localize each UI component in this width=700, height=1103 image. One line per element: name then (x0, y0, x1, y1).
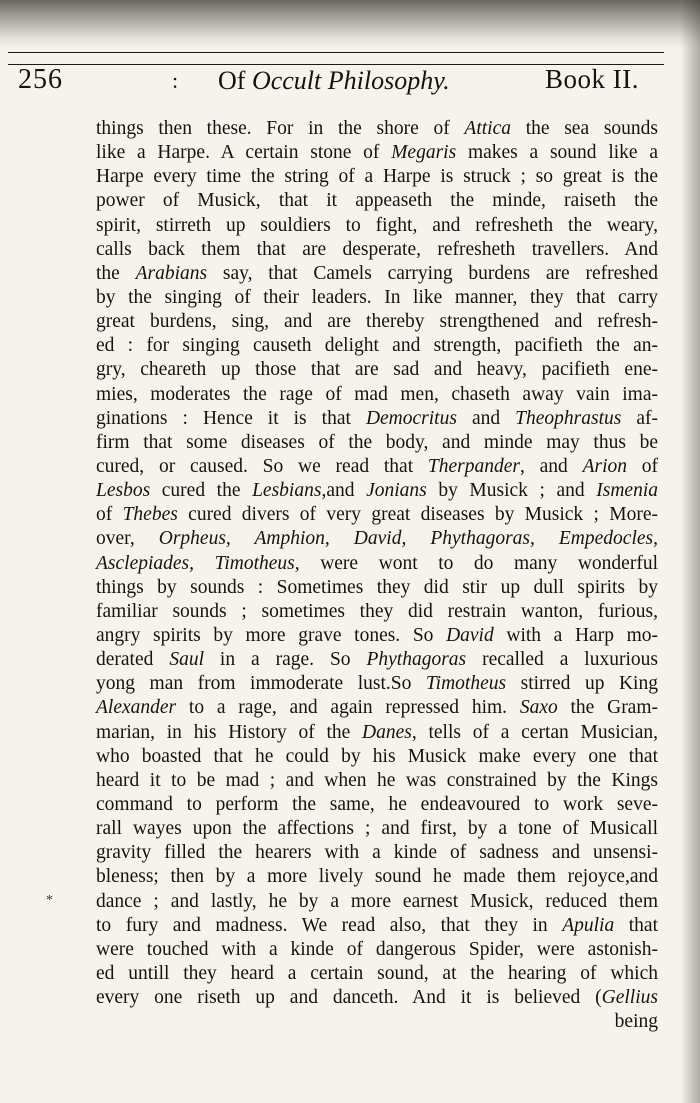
italic-text-run: Danes (362, 721, 412, 743)
text-line (96, 503, 658, 527)
text-run: yong man from immoderate lust.So (96, 673, 426, 695)
text-line (96, 576, 658, 600)
italic-text-run: Apulia (562, 914, 615, 936)
text-run: marian, in his History of the (96, 721, 363, 743)
text-line (96, 1010, 658, 1034)
page-number: 256 (18, 64, 63, 95)
text-run: things then these. For in the shore of (96, 118, 465, 139)
text-line (96, 334, 658, 358)
text-line (96, 189, 658, 213)
header-rule-top (8, 52, 664, 53)
italic-text-run: Phythagoras (366, 649, 467, 671)
text-line (96, 600, 658, 624)
running-title (218, 66, 450, 96)
italic-text-run: Saul (169, 649, 204, 671)
text-run: every one riseth up and danceth. And it is believed ( (96, 987, 602, 1009)
italic-text-run: Theophrastus (515, 407, 622, 429)
italic-text-run: Alexander (96, 697, 177, 719)
text-run: stirred up King (506, 673, 658, 695)
text-run: in a rage. So (203, 649, 367, 671)
text-run: heard it to be mad ; and when he was constrained by the Kings (96, 769, 658, 791)
text-run: gry, cheareth up those that are sad and heavy, pacifieth ene- (96, 359, 658, 381)
text-run: great burdens, sing, and are thereby strengthened and refresh- (96, 311, 658, 333)
italic-text-run: Attica (464, 118, 511, 139)
text-line (96, 986, 658, 1010)
text-run: firm that some diseases of the body, and minde may thus be (96, 431, 658, 453)
text-run: were touched with a kinde of dangerous Spider, were astonish- (96, 938, 658, 960)
text-run: recalled a luxurious (466, 649, 658, 671)
text-run: familiar sounds ; sometimes they did restrain wanton, furious, (96, 600, 658, 622)
text-run: ed : for singing causeth delight and strength, pacifieth the an- (96, 335, 658, 357)
text-line (96, 841, 658, 865)
text-line (96, 890, 658, 914)
italic-text-run: Therpander (427, 455, 520, 477)
text-line (96, 938, 658, 962)
text-run: the sea sounds (510, 118, 659, 139)
text-line (96, 117, 658, 141)
text-line (96, 962, 658, 986)
italic-text-run: Timotheus (425, 673, 507, 695)
body-text (96, 117, 658, 1034)
text-run: of (96, 504, 123, 526)
text-line (96, 552, 658, 576)
text-run: bleness; then by a more lively sound he made them rejoyce,and (96, 866, 658, 888)
text-line (96, 238, 658, 262)
text-run: like a Harpe. A certain stone of (96, 142, 392, 164)
text-run: derated (96, 649, 170, 671)
text-line (96, 358, 658, 382)
text-run: Harpe every time the string of a Harpe is struck ; so great is the (96, 166, 658, 188)
text-run: angry spirits by more grave tones. So (96, 624, 447, 646)
text-run: of (626, 455, 658, 477)
text-run: cured divers of very great diseases by Musick ; More- (177, 504, 658, 526)
italic-text-run: Democritus (365, 407, 457, 429)
text-line (96, 817, 658, 841)
text-line (96, 286, 658, 310)
text-line (96, 383, 658, 407)
text-line (96, 769, 658, 793)
italic-text-run: David (446, 624, 494, 646)
text-line (96, 431, 658, 455)
italic-text-run: Megaris (391, 142, 457, 164)
text-line (96, 479, 658, 503)
text-run: with a Harp mo- (493, 624, 658, 646)
margin-mark: * (46, 893, 53, 908)
text-run: gravity filled the hearers with a kinde of sadness and unsensi- (96, 842, 658, 864)
text-run: the (96, 262, 136, 284)
text-run: dance ; and lastly, he by a more earnest Musick, reduced them (96, 890, 658, 912)
text-line (96, 455, 658, 479)
book-label: Book II. (545, 64, 639, 94)
running-title-italic: Occult Philosophy. (251, 66, 450, 95)
text-run: over, (96, 528, 159, 550)
text-line (96, 745, 658, 769)
text-run: makes a sound like a (456, 142, 658, 164)
text-line (96, 721, 658, 745)
italic-text-run: Lesbos (96, 480, 151, 502)
text-run: were wont to do many wonderful (299, 552, 658, 574)
text-run: to fury and madness. We read also, that they in (96, 914, 563, 936)
text-run: , tells of a certan Musician, (411, 721, 658, 743)
text-line (96, 672, 658, 696)
text-line (96, 624, 658, 648)
header-dot-mark: : (172, 68, 179, 93)
text-run: calls back them that are desperate, refresheth travellers. And (96, 238, 658, 260)
italic-text-run: Ismenia (596, 480, 658, 502)
italic-text-run: Jonians (366, 480, 427, 502)
text-run: the Gram- (557, 697, 658, 719)
text-line (96, 914, 658, 938)
italic-text-run: Arabians (135, 262, 208, 284)
text-run: by the singing of their leaders. In like manner, they that carry (96, 286, 658, 308)
text-run: that (614, 914, 658, 936)
text-line (96, 141, 658, 165)
text-line (96, 310, 658, 334)
italic-text-run: Saxo (519, 697, 558, 719)
text-run: command to perform the same, he endeavoured to work seve- (96, 793, 658, 815)
text-run: cured, or caused. So we read that (96, 455, 428, 477)
text-line (96, 407, 658, 431)
text-run: say, that Camels carrying burdens are refreshed (207, 262, 658, 284)
italic-text-run: Orpheus, Amphion, David, Phythagoras, Empedocles, (158, 528, 658, 550)
text-run: mies, moderates the rage of mad men, chaseth away vain ima- (96, 383, 658, 405)
text-run: af- (621, 407, 658, 429)
page-top-shadow (0, 0, 700, 48)
text-run: things by sounds : Sometimes they did stir up dull spirits by (96, 576, 658, 598)
text-run: being (614, 1011, 658, 1033)
text-run: to a rage, and again repressed him. (176, 697, 520, 719)
text-run: who boasted that he could by his Musick make every one that (96, 745, 658, 767)
italic-text-run: Gellius (601, 987, 658, 1009)
page-edge-shadow (680, 0, 700, 1103)
text-line (96, 262, 658, 286)
text-run: rall wayes upon the affections ; and first, by a tone of Musicall (96, 818, 658, 840)
text-line (96, 527, 658, 551)
text-run: , and (519, 455, 583, 477)
text-run: ed untill they heard a certain sound, at the hearing of which (96, 962, 658, 984)
text-run: by Musick ; and (426, 480, 597, 502)
italic-text-run: Asclepiades, Timotheus, (96, 552, 300, 574)
text-run: ,and (321, 480, 367, 502)
running-header (0, 64, 700, 108)
text-line (96, 648, 658, 672)
text-run: ginations : Hence it is that (96, 407, 366, 429)
text-run: power of Musick, that it appeaseth the minde, raiseth the (96, 190, 658, 212)
text-line (96, 214, 658, 238)
text-line (96, 793, 658, 817)
text-line (96, 696, 658, 720)
text-run: and (456, 407, 516, 429)
text-line (96, 165, 658, 189)
text-line (96, 865, 658, 889)
running-title-prefix: Of (218, 66, 252, 95)
italic-text-run: Thebes (122, 504, 178, 526)
text-run: spirit, stirreth up souldiers to fight, and refresheth the weary, (96, 214, 658, 236)
italic-text-run: Lesbians (252, 480, 322, 502)
text-run: cured the (150, 480, 253, 502)
italic-text-run: Arion (582, 455, 627, 477)
